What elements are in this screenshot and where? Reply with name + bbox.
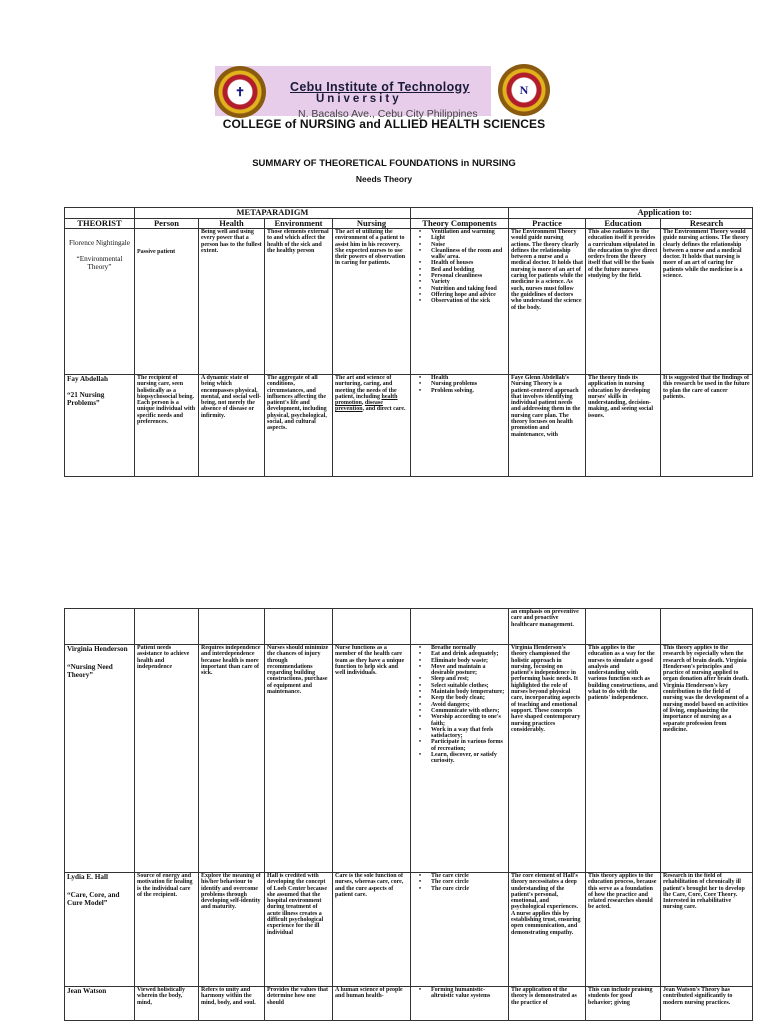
theorist-name: Florence Nightingale	[69, 239, 130, 247]
col-header-practice: Practice	[509, 218, 586, 229]
theorist-cell	[65, 229, 135, 375]
theorist-cell	[65, 873, 135, 987]
health-cell: Refers to unity and harmony within the mind, body, and soul.	[199, 987, 265, 1021]
list-item: • Eat and drink adequately;	[431, 651, 506, 657]
list-item: • Select suitable clothes;	[431, 683, 506, 689]
theory-name: “Care, Core, and Cure Model”	[67, 891, 120, 907]
list-item: • Forming humanistic-altruistic value systems	[431, 987, 506, 1000]
components-cell	[411, 873, 509, 987]
components-cell	[411, 229, 509, 375]
list-item: • Breathe normally	[431, 645, 506, 651]
person-cell: Passive patient	[135, 229, 199, 375]
education-cell: This applies to the education as a way for the nurses to simulate a good analysis and understanding with various function such as building constructions, and what to do with the patients' independence.	[586, 645, 661, 873]
list-item: • Offering hope and advice	[431, 292, 506, 298]
list-item: • Eliminate body waste;	[431, 658, 506, 664]
col-header-research: Research	[661, 218, 753, 229]
college-seal-icon: N	[498, 64, 550, 116]
person-cell: Source of energy and motivation fir healing is the individual care of the recipient.	[135, 873, 199, 987]
theory-summary-table	[64, 207, 753, 477]
theory-name: “Nursing Need Theory”	[67, 663, 113, 679]
research-cell: Jean Watson's Theory has contributed significantly to modern nursing practices.	[661, 987, 753, 1021]
list-item: • Light	[431, 235, 506, 241]
health-cell: Requires independence and interdependence because health is more important than care of sick.	[199, 645, 265, 873]
components-cell	[411, 987, 509, 1021]
theorist-name: Virginia Henderson	[67, 645, 128, 653]
education-cell: This also radiates to the education itself it provides a curriculum stipulated in the education to give direct orders from the theory itself that will be the basis of the future nurses studying by the field.	[586, 229, 661, 375]
nursing-cell: Nurse functions as a member of the health care team as they have a unique function to help sick and well individuals.	[333, 645, 411, 873]
list-item: • Health of houses	[431, 260, 506, 266]
person-cell: The recipient of nursing care, seen holistically as a biopsychosocial being. Each person is a unique individual with specific needs and preferences.	[135, 375, 199, 477]
components-list	[413, 873, 506, 892]
education-cell: The theory finds its application in nursing education by developing nurses' skills in understanding, decision-making, and seeing social issues.	[586, 375, 661, 477]
nursing-cell: The act of utilizing the environment of a patient to assist him in his recovery. She expected nurses to use their powers of observation in caring for patients.	[333, 229, 411, 375]
practice-cell: an emphasis on preventive care and proactive healthcare management.	[509, 609, 586, 645]
research-cell: Research in the field of rehabilitation of chronically ill patient's brought her to develop the Care, Core, Core Theory. Interested in rehabilitative nursing care.	[661, 873, 753, 987]
continued-row	[65, 609, 753, 645]
college-name: COLLEGE of NURSING and ALLIED HEALTH SCIENCES	[222, 117, 546, 131]
list-item: • Move and maintain a desirable posture;	[431, 664, 506, 677]
university-seal-icon: ✝	[214, 66, 266, 118]
list-item: • Ventilation and warming	[431, 229, 506, 235]
environment-cell: Hall is credited with developing the concept of Loeb Center because she assumed that the hospital environment during treatment of acute illness creates a difficult psychological experience for the ill individual	[265, 873, 333, 987]
table-row	[65, 375, 753, 477]
application-header: Application to:	[509, 208, 753, 219]
table-row	[65, 987, 753, 1021]
health-cell: Being well and using every power that a person has to the fullest extent.	[199, 229, 265, 375]
list-item: • Maintain body temperature;	[431, 689, 506, 695]
list-item: • The care circle	[431, 873, 506, 879]
column-header-row	[65, 218, 753, 229]
health-cell: Explore the meaning of his/her behaviour to identify and overcome problems through developing self-identity and maturity.	[199, 873, 265, 987]
practice-cell: The application of the theory is demonstrated as the practice of	[509, 987, 586, 1021]
university-name: Cebu Institute of Technology	[290, 80, 470, 94]
col-header-nursing: Nursing	[333, 218, 411, 229]
theory-summary-table-continued	[64, 608, 753, 1021]
components-list	[413, 645, 506, 765]
list-item: • Work in a way that feels satisfactory;	[431, 727, 506, 740]
list-item: • Communicate with others;	[431, 708, 506, 714]
list-item: • Participate in various forms of recreation;	[431, 739, 506, 752]
research-cell: The Environment Theory would guide nursing actions. The theory clearly defines the relationship between a nurse and a medical doctor. It holds that nursing is more of an art of caring for patients while the medicine is a science.	[661, 229, 753, 375]
col-header-theory-components: Theory Components	[411, 218, 509, 229]
theory-name: “21 Nursing Problems”	[67, 391, 105, 407]
table-row	[65, 645, 753, 873]
theorist-name: Jean Watson	[67, 987, 107, 995]
research-cell: It is suggested that the findings of this research be used in the future to plan the care of cancer patients.	[661, 375, 753, 477]
list-item: • Personal cleanliness	[431, 273, 506, 279]
list-item: • The cure circle	[431, 886, 506, 892]
components-list	[413, 375, 506, 394]
list-item: • Variety	[431, 279, 506, 285]
col-header-education: Education	[586, 218, 661, 229]
components-list	[413, 229, 506, 305]
university-name-line2: University	[316, 93, 402, 105]
components-cell	[411, 645, 509, 873]
list-item: • Learn, discover, or satisfy curiosity.	[431, 752, 506, 765]
metaparadigm-header: METAPARADIGM	[135, 208, 411, 219]
col-header-theorist: THEORIST	[65, 218, 135, 229]
practice-cell: The Environment Theory would guide nursing actions. The theory clearly defines the relationship between a nurse and a medical doctor. It holds that nursing is more of an art of caring for patients while the medicine is a science. As such, nurses must follow the guidelines of doctors who understand the science of the body.	[509, 229, 586, 375]
nursing-cell: Care is the sole function of nurses, whereas care, core, and the cure aspects of patient care.	[333, 873, 411, 987]
group-header-row	[65, 208, 753, 219]
components-cell	[411, 375, 509, 477]
list-item: • Health	[431, 375, 506, 381]
theorist-name: Lydia E. Hall	[67, 873, 108, 881]
list-item: • Nutrition and taking food	[431, 286, 506, 292]
list-item: • Cleanliness of the room and walls/ area.	[431, 248, 506, 261]
education-cell: This theory applies to the education process, because this serve as a foundation of how the practice and related researches should be acted.	[586, 873, 661, 987]
nursing-cell: The art and science of nurturing, caring, and meeting the needs of the patient, including health promotion, disease prevention, and direct care.	[333, 375, 411, 477]
col-header-health: Health	[199, 218, 265, 229]
research-cell: This theory applies to the research by especially when the research of brain death. Virginia Henderson's principles and practice of nursing applied to organ donation after brain death. Virginia Henderson's key contribution to the field of nursing was the development of a nursing model based on activities of living, emphasizing the importance of nursing as a separate profession from medicine.	[661, 645, 753, 873]
list-item: • Worship according to one's faith;	[431, 714, 506, 727]
person-cell: Viewed holistically wherein the body, mind,	[135, 987, 199, 1021]
list-item: • The core circle	[431, 879, 506, 885]
list-item: • Avoid dangers;	[431, 702, 506, 708]
table-row	[65, 229, 753, 375]
col-header-person: Person	[135, 218, 199, 229]
environment-cell: Provides the values that determine how one should	[265, 987, 333, 1021]
nursing-cell: A human science of people and human health-	[333, 987, 411, 1021]
list-item: • Noise	[431, 242, 506, 248]
components-list	[413, 987, 506, 1000]
document-title: SUMMARY OF THEORETICAL FOUNDATIONS in NURSING	[252, 158, 516, 169]
person-cell: Patient needs assistance to achieve health and independence	[135, 645, 199, 873]
practice-cell: Faye Glenn Abdellah's Nursing Theory is a patient-centered approach that involves identifying individual patient needs and addressing them in the nursing care plan. The theory focuses on health promotion and maintenance, with	[509, 375, 586, 477]
education-cell: This can include praising students for good behavior; giving	[586, 987, 661, 1021]
theory-name: “Environmental Theory”	[76, 255, 123, 271]
university-address: N. Bacalso Ave., Cebu City Philippines	[298, 108, 478, 120]
col-header-environment: Environment	[265, 218, 333, 229]
document-header	[0, 0, 768, 184]
theorist-name: Fay Abdellah	[67, 375, 108, 383]
theorist-cell	[65, 375, 135, 477]
theorist-cell	[65, 987, 135, 1021]
theorist-cell	[65, 645, 135, 873]
list-item: • Bed and bedding	[431, 267, 506, 273]
list-item: • Nursing problems	[431, 381, 506, 387]
environment-cell: Those elements external to and which affect the health of the sick and the healthy person	[265, 229, 333, 375]
practice-cell: The core element of Hall's theory necessitates a deep understanding of the patient's personal, emotional, and psychological experiences. A nurse applies this by establishing trust, ensuring open communication, and demonstrating empathy.	[509, 873, 586, 987]
list-item: • Keep the body clean;	[431, 695, 506, 701]
health-cell: A dynamic state of being which encompasses physical, mental, and social well-being, not merely the absence of disease or infirmity.	[199, 375, 265, 477]
practice-cell: Virginia Henderson's theory championed the holistic approach in nursing, focusing on patient's independence in performing basic needs. It highlighted the role of nurses beyond physical care, incorporating aspects of teaching and emotional support. These concepts have shaped contemporary nursing practices considerably.	[509, 645, 586, 873]
document-subtitle: Needs Theory	[355, 174, 413, 184]
list-item: • Sleep and rest;	[431, 676, 506, 682]
environment-cell: The aggregate of all conditions, circumstances, and influences affecting the patient's life and development, including physical, psychological, social, and cultural aspects.	[265, 375, 333, 477]
list-item: • Problem solving.	[431, 388, 506, 394]
environment-cell: Nurses should minimize the chances of injury through recommendations regarding building constructions, purchase of equipment and maintenance.	[265, 645, 333, 873]
list-item: • Observation of the sick	[431, 298, 506, 304]
table-row	[65, 873, 753, 987]
